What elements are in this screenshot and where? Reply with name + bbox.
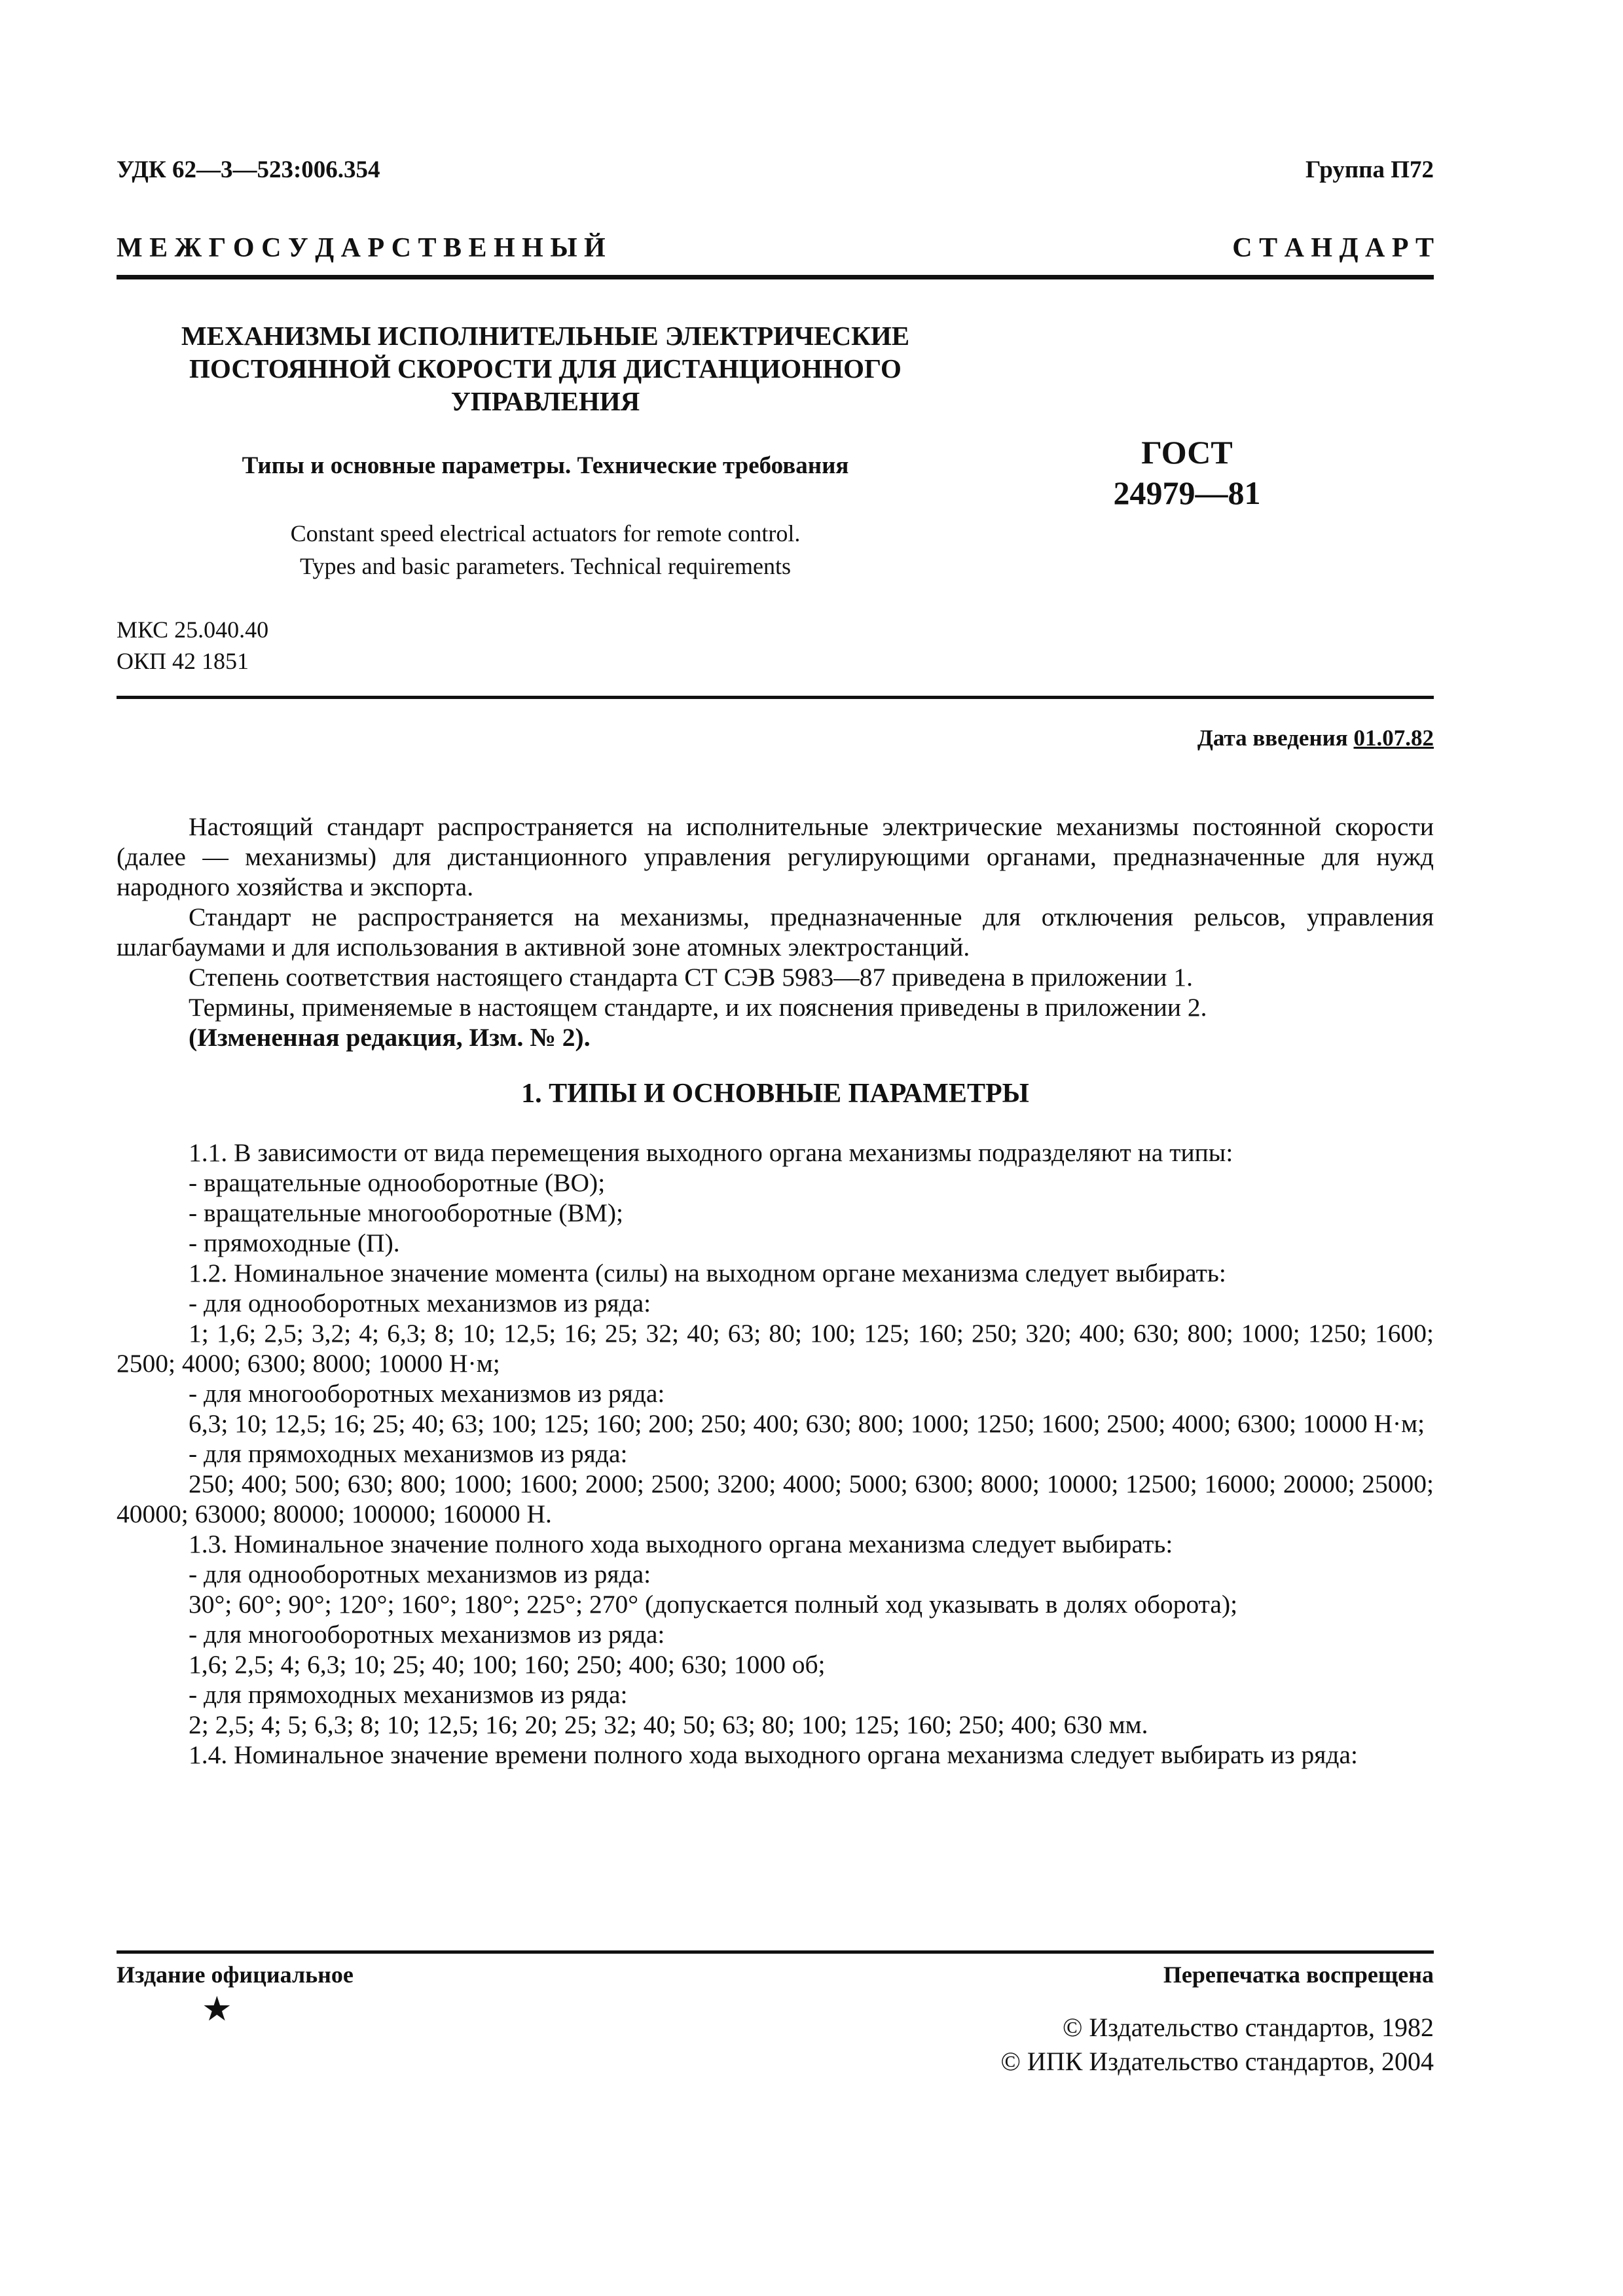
top-rule bbox=[117, 275, 1434, 279]
body-paragraph: Настоящий стандарт распространяется на исполнительные электрические механизмы постоянной скорости (далее — механизмы) для дистанционного управления регулирующими органами, предназначенные для нужд народного хозяйства и экспорта. bbox=[117, 812, 1434, 901]
clause-1-2: 1.2. Номинальное значение момента (силы) на выходном органе механизма следует выбирать: bbox=[189, 1259, 1226, 1287]
amendment-note: (Измененная редакция, Изм. № 2). bbox=[189, 1023, 591, 1052]
english-title-line: Types and basic parameters. Technical requirements bbox=[300, 553, 791, 579]
official-edition: Издание официальное bbox=[117, 1962, 354, 1988]
codes-rule bbox=[117, 696, 1434, 699]
series-values: 2; 2,5; 4; 5; 6,3; 8; 10; 12,5; 16; 20; 25; 32; 40; 50; 63; 80; 100; 125; 160; 250; 400; 630 мм. bbox=[189, 1710, 1148, 1739]
body-paragraph: Термины, применяемые в настоящем стандарте, и их пояснения приведены в приложении 2. bbox=[189, 993, 1207, 1022]
series-label: - для прямоходных механизмов из ряда: bbox=[189, 1680, 628, 1709]
title-line: УПРАВЛЕНИЯ bbox=[450, 386, 640, 416]
udk-code: УДК 62—3—523:006.354 bbox=[117, 156, 380, 183]
copyright-block bbox=[1001, 2011, 1434, 2079]
document-page bbox=[117, 0, 1434, 2296]
group-code: Группа П72 bbox=[1305, 156, 1434, 183]
intro-date bbox=[1197, 725, 1434, 751]
gost-label: ГОСТ bbox=[1141, 434, 1233, 471]
document-body bbox=[117, 812, 1434, 1770]
star-icon: ★ bbox=[202, 1991, 232, 2028]
type-item: - вращательные многооборотные (ВМ); bbox=[189, 1198, 624, 1227]
intro-date-value: 01.07.82 bbox=[1353, 725, 1434, 751]
interstate-standard-banner bbox=[117, 232, 1434, 264]
type-item: - прямоходные (П). bbox=[189, 1229, 400, 1257]
reprint-prohibited: Перепечатка воспрещена bbox=[1163, 1962, 1434, 1988]
title-line: ПОСТОЯННОЙ СКОРОСТИ ДЛЯ ДИСТАНЦИОННОГО bbox=[189, 353, 902, 384]
section-heading: 1. ТИПЫ И ОСНОВНЫЕ ПАРАМЕТРЫ bbox=[521, 1079, 1029, 1109]
mks-code: МКС 25.040.40 bbox=[117, 617, 269, 643]
english-title-line: Constant speed electrical actuators for remote control. bbox=[290, 520, 801, 547]
series-label: - для однооборотных механизмов из ряда: bbox=[189, 1289, 651, 1318]
clause-1-3: 1.3. Номинальное значение полного хода выходного органа механизма следует выбирать: bbox=[189, 1530, 1173, 1558]
footer-rule bbox=[117, 1950, 1434, 1954]
gost-number: 24979—81 bbox=[1113, 475, 1261, 511]
gost-designation bbox=[1079, 432, 1295, 513]
copyright-line: © ИПК Издательство стандартов, 2004 bbox=[1000, 2047, 1434, 2076]
series-values: 250; 400; 500; 630; 800; 1000; 1600; 2000; 2500; 3200; 4000; 5000; 6300; 8000; 10000; 12500; 16000; 20000; 25000; 40000; 63000; 80000; 100000; 160000 Н. bbox=[117, 1469, 1434, 1528]
type-item: - вращательные однооборотные (ВО); bbox=[189, 1168, 606, 1197]
body-paragraph: Степень соответствия настоящего стандарта СТ СЭВ 5983—87 приведена в приложении 1. bbox=[189, 963, 1194, 992]
series-values: 30°; 60°; 90°; 120°; 160°; 180°; 225°; 270° (допускается полный ход указывать в долях оборота); bbox=[189, 1590, 1238, 1619]
okp-code: ОКП 42 1851 bbox=[117, 648, 249, 674]
series-label: - для многооборотных механизмов из ряда: bbox=[189, 1379, 665, 1408]
body-paragraph: Стандарт не распространяется на механизмы, предназначенные для отключения рельсов, управления шлагбаумами и для использования в активной зоне атомных электростанций. bbox=[117, 903, 1434, 961]
series-label: - для многооборотных механизмов из ряда: bbox=[189, 1620, 665, 1649]
series-label: - для однооборотных механизмов из ряда: bbox=[189, 1560, 651, 1588]
intro-date-label: Дата введения bbox=[1197, 725, 1348, 751]
series-label: - для прямоходных механизмов из ряда: bbox=[189, 1439, 628, 1468]
document-subtitle: Типы и основные параметры. Технические требования bbox=[242, 452, 849, 479]
document-title bbox=[117, 319, 974, 418]
english-title bbox=[117, 517, 974, 583]
classification-codes bbox=[117, 614, 268, 677]
copyright-line: © Издательство стандартов, 1982 bbox=[1062, 2013, 1434, 2042]
banner-word-interstate: М Е Ж Г О С У Д А Р С Т В Е Н Н Ы Й bbox=[117, 233, 606, 263]
clause-1-4: 1.4. Номинальное значение времени полного хода выходного органа механизма следует выбирать из ряда: bbox=[189, 1740, 1358, 1769]
title-line: МЕХАНИЗМЫ ИСПОЛНИТЕЛЬНЫЕ ЭЛЕКТРИЧЕСКИЕ bbox=[181, 321, 910, 351]
banner-word-standard: С Т А Н Д А Р Т bbox=[1232, 233, 1434, 263]
series-values: 6,3; 10; 12,5; 16; 25; 40; 63; 100; 125; 160; 200; 250; 400; 630; 800; 1000; 1250; 1600; 2500; 4000; 6300; 10000 Н·м; bbox=[189, 1409, 1425, 1438]
series-values: 1; 1,6; 2,5; 3,2; 4; 6,3; 8; 10; 12,5; 16; 25; 32; 40; 63; 80; 100; 125; 160; 250; 320; 400; 630; 800; 1000; 1250; 1600; 2500; 4000; 6300; 8000; 10000 Н·м; bbox=[117, 1319, 1434, 1378]
series-values: 1,6; 2,5; 4; 6,3; 10; 25; 40; 100; 160; 250; 400; 630; 1000 об; bbox=[189, 1650, 826, 1679]
clause-1-1: 1.1. В зависимости от вида перемещения выходного органа механизмы подразделяют на типы: bbox=[189, 1138, 1233, 1167]
